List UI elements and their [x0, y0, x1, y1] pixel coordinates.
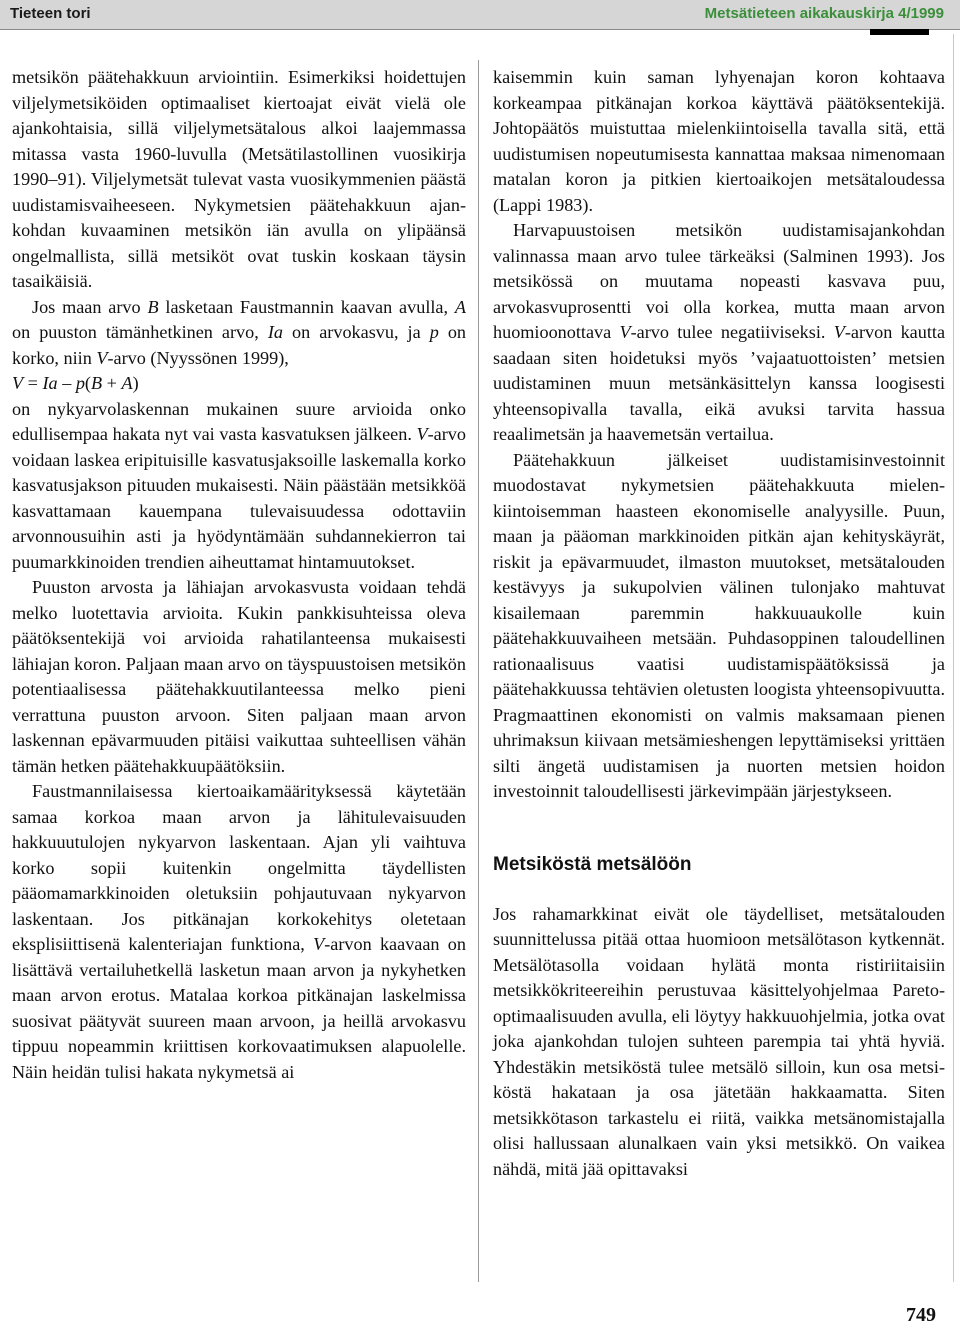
- section-heading: Metsiköstä metsälöön: [493, 853, 692, 875]
- column-divider: [478, 60, 479, 1282]
- paragraph: Jos rahamarkkinat eivät ole täydelliset, metsätalouden suunnittelussa pitää ottaa huomioon metsälötason kytkennät. Metsälötasolla voidaan hylätä monta ristiriitaisiin metsikkökriteereihin perustuvaa käsittelyohjelmaa Pareto-optimaalisuuden avulla, eli löytyy hakkuuohjelmia, jotka ovat joka ajankohdan tulojen suhteen parempia tai yhtä hyviä. Yhdestäkin metsiköstä tulee metsälö silloin, kun osa metsiköstä hakataan ja osa jätetään hakkaamatta. Siten metsikkötason tarkastelu ei riitä, vaikka metsänomistajalla olisi hallussaan alunalkaen vain yksi metsikkö. On vaikea nähdä, mitä jää opittavaksi: [493, 903, 945, 1179]
- right-column: [493, 65, 945, 1182]
- running-header: [0, 0, 960, 30]
- journal-label: Metsätieteen aikakauskirja 4/1999: [704, 5, 944, 22]
- header-mark: [870, 29, 929, 35]
- paragraph: Puuston arvosta ja lähiajan arvokasvusta voidaan tehdä melko luotettavia arvioita. Kukin pankkisuhteissa oleva päätöksentekijä voi arvioida rahatilanteensa mukaisesti lähiajan koron. Paljaan maan arvo on täyspuustoisen metsikön potentiaalisessa päätehakkuutilanteessa melko pieni verrattuna puuston arvoon. Siten paljaan maan arvon laskennan epävarmuuden pitäisi vaikuttaa suhteellisen vähän tämän hetken päätehakkuupäätöksiin.: [12, 577, 466, 776]
- paragraph: Harvapuustoisen metsikön uudistamisajankohdan valinnassa maan arvo tulee tärkeäksi (Salminen 1993). Jos metsikössä on muutama nopeasti kasvava puu, arvokasvuprosentti voi olla korkea, mutta maan arvon huomioonottava V-arvo tulee negatiiviseksi. V-arvon kautta saadaan siten hoidetuksi myös ’vajaatuottoisten’ metsien uudistaminen muun metsänkäsittelyn kanssa loogisesti yhteensopivalla tavalla, eikä avuksi tarvita hassua reaalimetsän ja haavemetsän vertailua.: [493, 220, 946, 444]
- paragraph: kaisemmin kuin saman lyhyenajan koron kohtaava korkeampaa pitkänajan korkoa käyttävä päätöksentekijä. Johtopäätös muistuttaa mielenkiintoisella tavalla sitä, että uudistumisen nopeutumisesta kannattaa maksaa nimenomaan matalan koron ja pitkien kiertoaikojen metsätaloudessa (Lappi 1983).: [493, 67, 945, 215]
- paragraph: metsikön päätehakkuun arviointiin. Esimerkiksi hoidettujen viljelymetsiköiden optimaaliset kiertoajat eivät vielä ole ajankohtaisia, sillä viljelymetsätalous alkoi laajemmassa mitassa vasta 1960-luvulla (Metsätilastollinen vuosikirja 1990–91). Viljelymetsät tulevat vasta vuosikymmenien päästä uudistamisvaiheeseen. Nykymetsien päätehakkuun ajankohdan kuvaaminen metsikön iän avulla on ylipäänsä ongelmallista, sillä metsiköt ovat tuskin koskaan täysin tasaikäisiä.: [12, 67, 466, 291]
- paragraph: on nykyarvolaskennan mukainen suure arvioida onko edullisempaa hakata nyt vai vasta kasvatuksen jälkeen. V-arvo voidaan laskea eripituisille kasvatusjaksoille laskemalla korko kasvatusjakson pituuden mukaisesti. Näin päästään metsikköä kasvattamaan kauempana tulevaisuudessa odottaviin arvonnousuihin asti ja hyödyntämään suhdannekierron tai puumarkkinoiden trendien aiheuttamat hintamuutokset.: [12, 398, 466, 572]
- left-column: [12, 65, 466, 1085]
- paragraph: Faustmannilaisessa kiertoaikamäärityksessä käytetään samaa korkoa maan arvon ja lähitulevaisuuden hakkuuutulojen nykyarvon laskentaan. Ajan yli vaihtuva korko sopii kuitenkin ongelmitta täydellisten pääomamarkkinoiden oletuksiin pohjautuvaan nykyarvon laskentaan. Jos pitkänajan korkokehitys oletetaan eksplisiittisenä kalenteriajan funktiona, V-arvon kaavaan on lisättävä vertailuhetkellä lasketun maan arvon ja nykyhetken maan arvon erotus. Matalaa korkoa pitkänajan laskelmissa suosivat päätyvät suureen maan arvoon, ja heillä arvokasvu tippuu nopeammin kriittisen korkovaatimuksen alapuolelle. Näin heidän tulisi hakata nykymetsä ai: [12, 781, 466, 1082]
- formula: V = Ia – p(B + A): [12, 373, 139, 393]
- right-margin-rule: [953, 34, 954, 1282]
- page-number: 749: [906, 1304, 936, 1326]
- paragraph: Jos maan arvo B lasketaan Faustmannin kaavan avulla, A on puuston tämänhetkinen arvo, Ia on arvokasvu, ja p on korko, niin V-arvo (Nyyssönen 1999),: [12, 296, 467, 368]
- section-label: Tieteen tori: [10, 5, 91, 22]
- paragraph: Päätehakkuun jälkeiset uudistamisinvestoinnit muodostavat nykymetsien päätehakkuuta mielenkiintoisemman haasteen ekonomiselle analyysille. Puun, maan ja pääoman markkinoiden pitkän ajan kehityskäyrät, riskit ja epävarmuudet, ilmaston muutokset, metsätalouden kestävyys ja sukupolvien välinen tulonjako mahtuvat kisailemaan paremmin hakkuuaukolle kuin päätehakkuuvaiheen metsään. Puhdasoppinen taloudellinen rationaalisuus vaatisi uudistamispäätöksissä ja päätehakkuussa tehtävien oletusten loogista yhteensopivuutta. Pragmaattinen ekonomisti on valmis maksamaan pienen uhrimaksun kiivaan metsämieshengen lepyttämiseksi yrittäen silti ängetä uudistamisen ja nuorten metsien hoidon investoinnit taloudellisesti järkevimpään järjestykseen.: [493, 449, 945, 801]
